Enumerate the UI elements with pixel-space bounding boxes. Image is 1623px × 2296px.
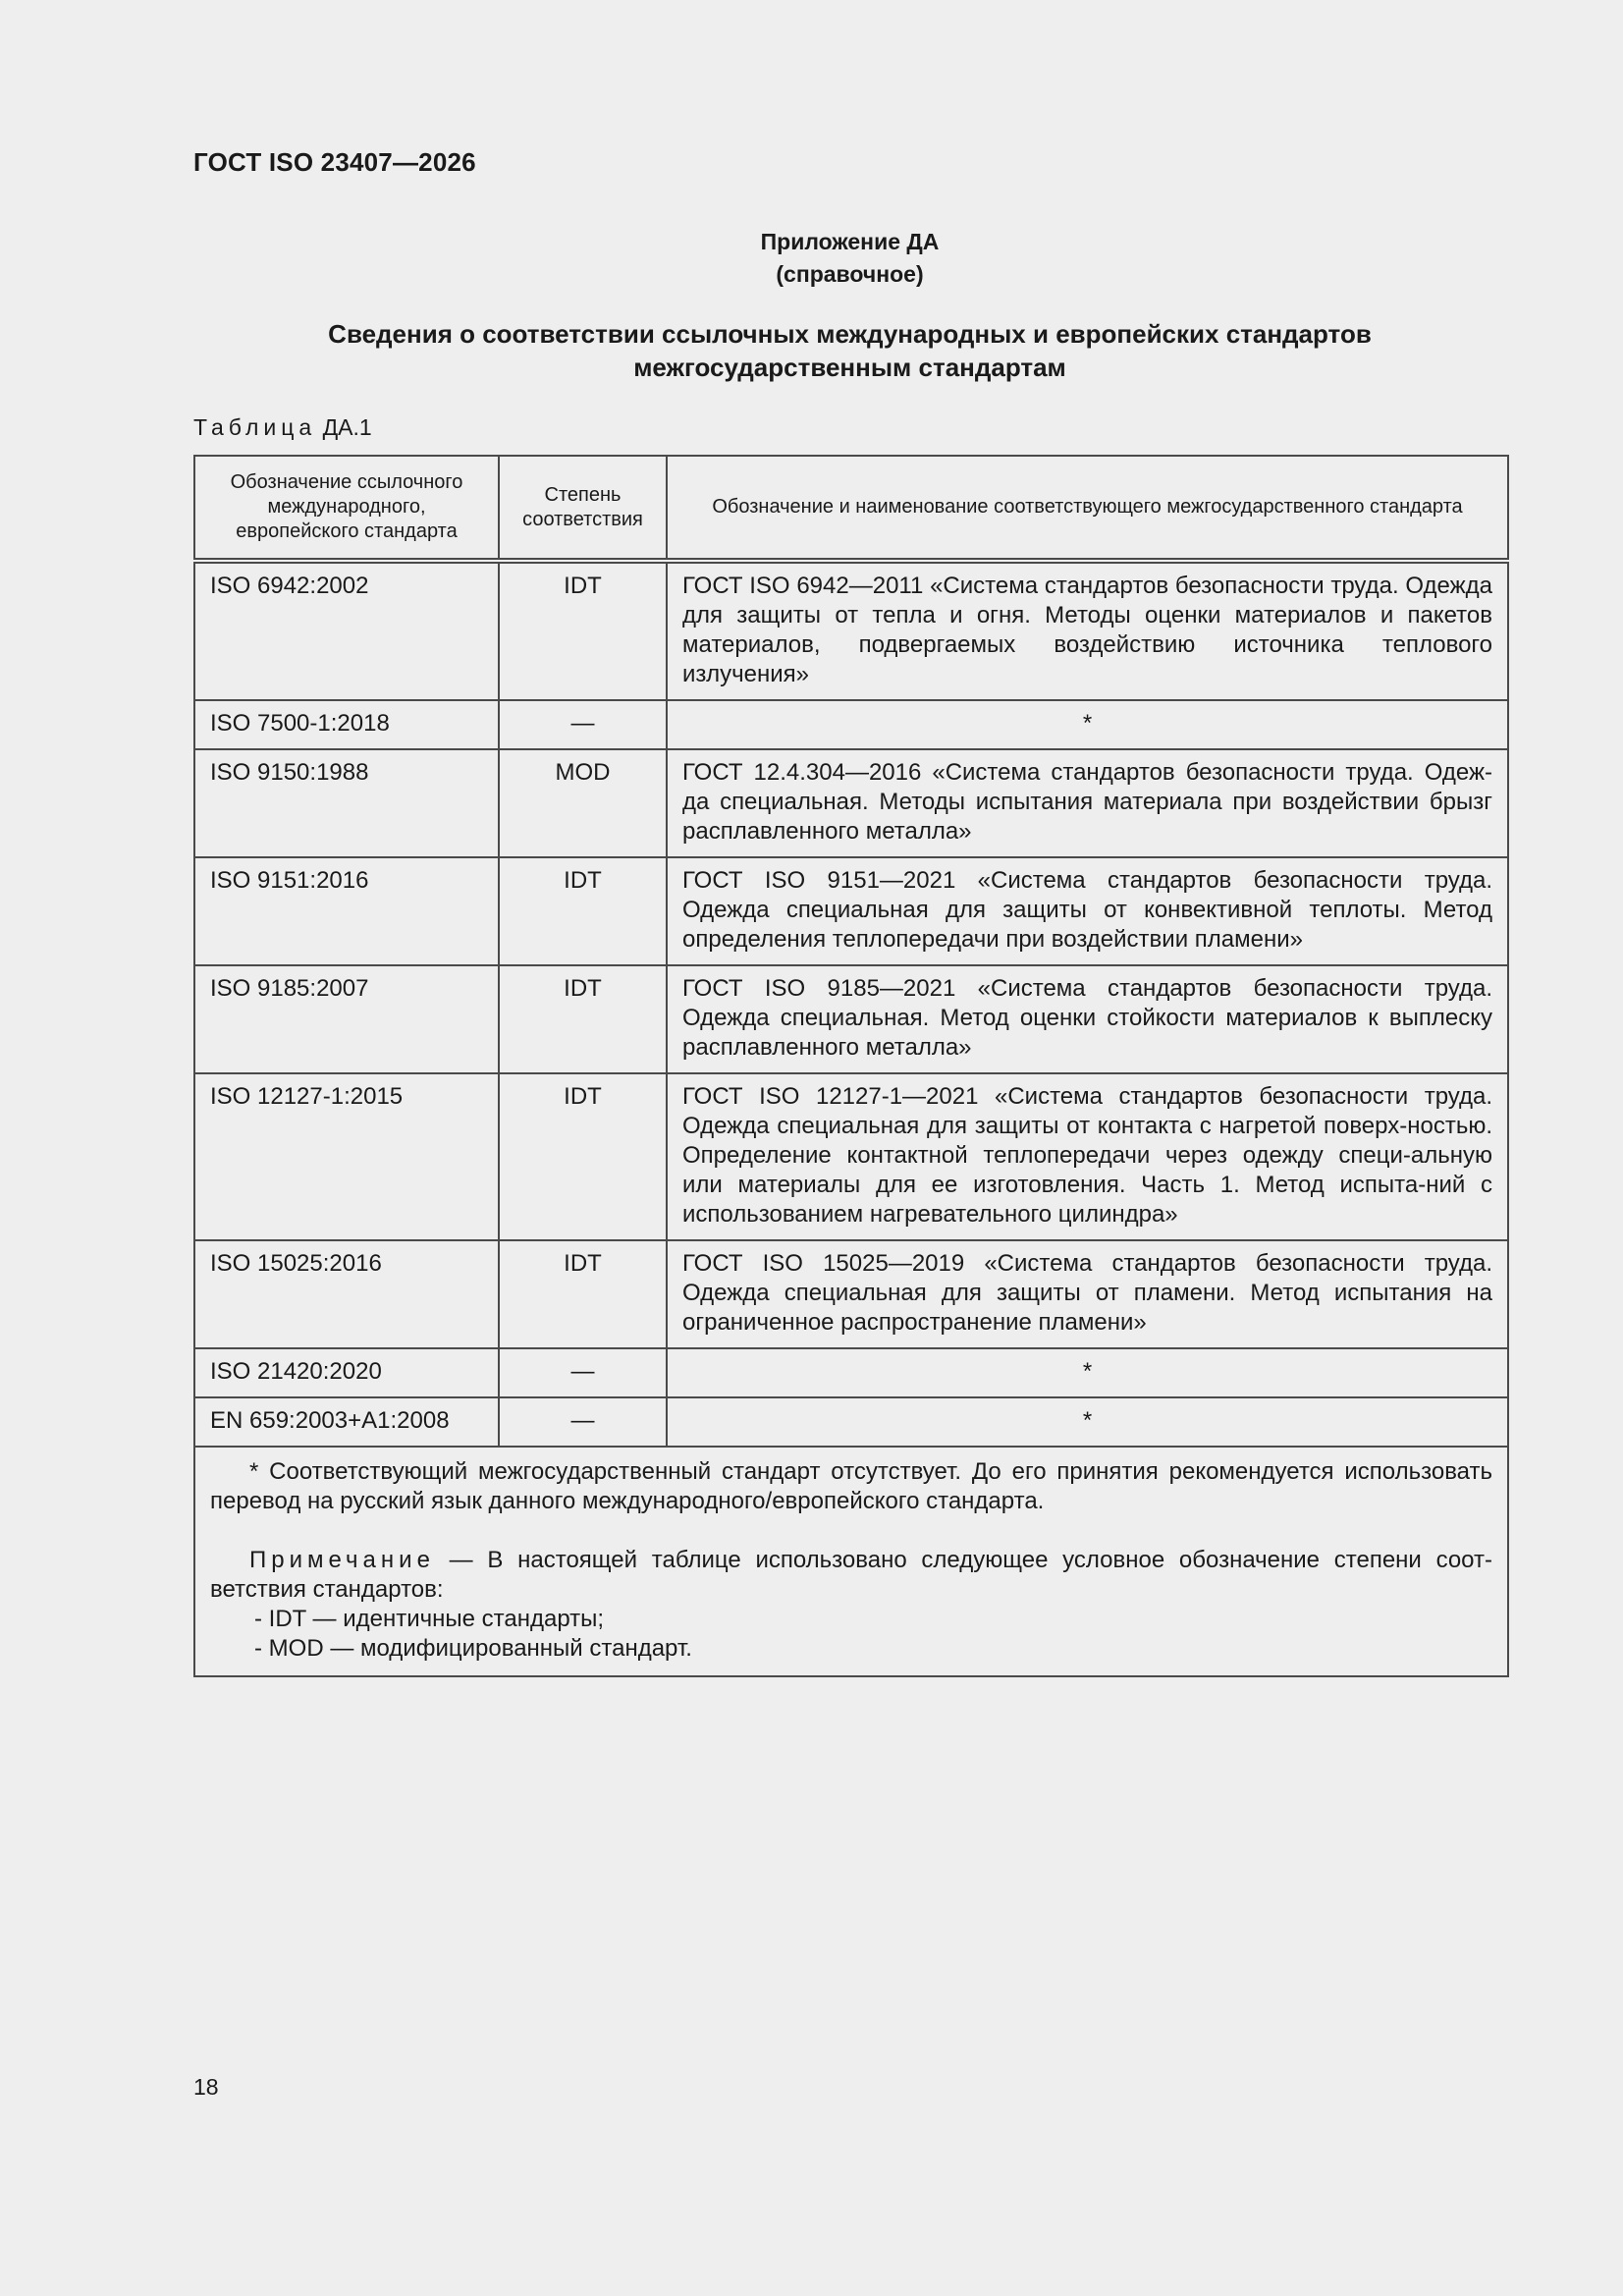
table-row <box>194 1397 1508 1447</box>
cell-description: ГОСТ ISO 9185—2021 «Система стандартов безопасности труда. Одежда специальная. Метод оценки стойкости материалов к выплеску расплавленного металла» <box>667 965 1508 1073</box>
cell-reference-code: ISO 7500-1:2018 <box>194 700 499 749</box>
table-caption-word: Таблица <box>193 414 317 440</box>
cell-reference-code: EN 659:2003+A1:2008 <box>194 1397 499 1447</box>
cell-degree: — <box>499 1397 667 1447</box>
cell-reference-code: ISO 9185:2007 <box>194 965 499 1073</box>
standards-correspondence-table <box>193 455 1509 1677</box>
annex-heading <box>193 226 1506 291</box>
cell-degree: IDT <box>499 965 667 1073</box>
cell-degree: — <box>499 700 667 749</box>
cell-description: * <box>667 1348 1508 1397</box>
cell-reference-code: ISO 9150:1988 <box>194 749 499 857</box>
table-row <box>194 700 1508 749</box>
note-list <box>210 1605 1492 1664</box>
table-row <box>194 749 1508 857</box>
note-label: Примечание <box>249 1547 435 1573</box>
cell-degree: IDT <box>499 1073 667 1240</box>
annex-type: (справочное) <box>776 261 924 287</box>
cell-reference-code: ISO 15025:2016 <box>194 1240 499 1348</box>
table-row <box>194 1073 1508 1240</box>
cell-description: ГОСТ ISO 12127-1—2021 «Система стандартов безопасности труда. Одежда специальная для защиты от контакта с нагретой поверх-ностью. Определение контактной теплопередачи через одежду специ-альную или материалы для ее изготовления. Часть 1. Метод испыта-ний с использованием нагревательного цилиндра» <box>667 1073 1508 1240</box>
table-row <box>194 561 1508 700</box>
cell-description: ГОСТ ISO 6942—2011 «Система стандартов безопасности труда. Одежда для защиты от тепла и огня. Методы оценки материалов и пакетов материалов, подвергаемых воздействию источника теплового излучения» <box>667 561 1508 700</box>
page-number: 18 <box>193 2074 219 2100</box>
table-caption-number: ДА.1 <box>322 414 372 440</box>
document-code-header: ГОСТ ISO 23407—2026 <box>193 147 476 177</box>
cell-degree: IDT <box>499 857 667 965</box>
column-header-reference-standard: Обозначение ссылочного международного, европейского стандарта <box>194 456 499 561</box>
note-text: — В настоящей таблице использовано следующее условное обозначение степени соот-ветствия стандартов: <box>210 1547 1492 1603</box>
section-title <box>193 317 1506 384</box>
cell-reference-code: ISO 12127-1:2015 <box>194 1073 499 1240</box>
column-header-interstate-standard: Обозначение и наименование соответствующего межгосударственного стандарта <box>667 456 1508 561</box>
table-notes-row <box>194 1447 1508 1676</box>
table-footnote: * Соответствующий межгосударственный стандарт отсутствует. До его принятия рекомендуется использовать перевод на русский язык данного международного/европейского стандарта. <box>210 1458 1492 1514</box>
cell-description: * <box>667 1397 1508 1447</box>
cell-description: * <box>667 700 1508 749</box>
note-list-item: - IDT — идентичные стандарты; <box>254 1606 605 1632</box>
section-title-line-1: Сведения о соответствии ссылочных международных и европейских стандартов <box>328 319 1372 349</box>
table-row <box>194 1348 1508 1397</box>
table-container <box>193 455 1507 1677</box>
table-caption <box>193 414 372 441</box>
cell-degree: MOD <box>499 749 667 857</box>
annex-title: Приложение ДА <box>760 229 940 254</box>
cell-reference-code: ISO 6942:2002 <box>194 561 499 700</box>
cell-degree: IDT <box>499 1240 667 1348</box>
table-note <box>210 1546 1492 1605</box>
table-row <box>194 965 1508 1073</box>
table-row <box>194 1240 1508 1348</box>
note-list-item: - MOD — модифицированный стандарт. <box>254 1635 692 1662</box>
cell-description: ГОСТ 12.4.304—2016 «Система стандартов безопасности труда. Одеж-да специальная. Методы испытания материала при воздействии брызг расплавленного металла» <box>667 749 1508 857</box>
table-header-row <box>194 456 1508 561</box>
section-title-line-2: межгосударственным стандартам <box>633 353 1066 382</box>
cell-degree: — <box>499 1348 667 1397</box>
cell-reference-code: ISO 21420:2020 <box>194 1348 499 1397</box>
table-row <box>194 857 1508 965</box>
column-header-degree: Степень соответствия <box>499 456 667 561</box>
table-notes-cell <box>194 1447 1508 1676</box>
cell-degree: IDT <box>499 561 667 700</box>
cell-description: ГОСТ ISO 15025—2019 «Система стандартов безопасности труда. Одежда специальная для защиты от пламени. Метод испытания на ограниченное распространение пламени» <box>667 1240 1508 1348</box>
cell-reference-code: ISO 9151:2016 <box>194 857 499 965</box>
cell-description: ГОСТ ISO 9151—2021 «Система стандартов безопасности труда. Одежда специальная для защиты от конвективной теплоты. Метод определения теплопередачи при воздействии пламени» <box>667 857 1508 965</box>
